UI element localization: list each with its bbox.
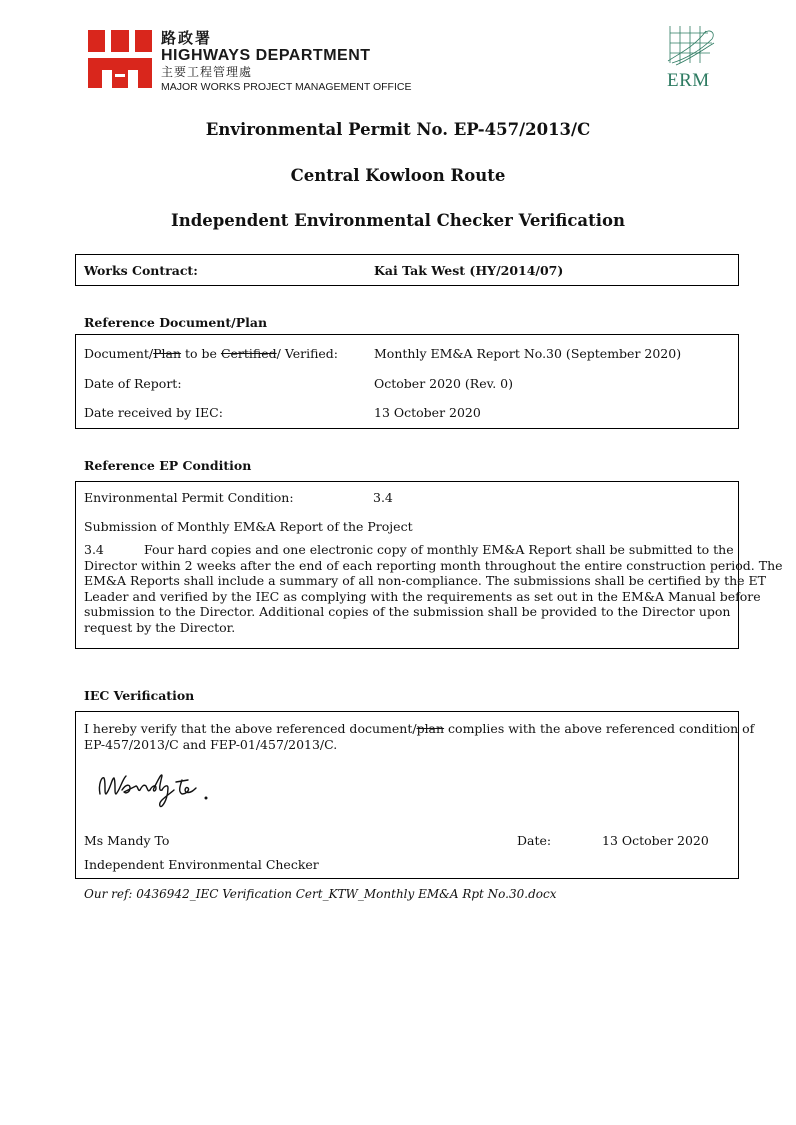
dept-english-name: HIGHWAYS DEPARTMENT xyxy=(161,47,371,64)
permit-title: Environmental Permit No. EP-457/2013/C xyxy=(205,120,591,139)
ep-condition-value: 3.4 xyxy=(373,490,393,505)
verification-statement: I hereby verify that the above referenced document/plan complies with the above referenced condition of EP-457/2013/C and FEP-01/457/2013/C. xyxy=(84,721,755,752)
plan-struck: plan xyxy=(416,721,445,736)
works-contract-label: Works Contract: xyxy=(84,263,198,278)
reference-ep-box xyxy=(75,481,783,649)
office-english-name: MAJOR WORKS PROJECT MANAGEMENT OFFICE xyxy=(161,81,412,93)
route-title: Central Kowloon Route xyxy=(290,166,506,185)
date-received-value: 13 October 2020 xyxy=(374,405,481,420)
works-contract-value: Kai Tak West (HY/2014/07) xyxy=(374,263,564,278)
ep-clause-text: 3.4 Four hard copies and one electronic copy of monthly EM&A Report shall be submitted to the Director within 2 weeks after the end of each reporting month throughout the entire construction period. The EM&A Reports shall include a summary of all non-compliance. The submissions shall be certified by the ET Leader and verified by the IEC as complying with the requirements as set out in the EM&A Manual before submission to the Director. Additional copies of the submission shall be provided to the Director upon request by the Director. xyxy=(84,542,783,635)
reference-document-box xyxy=(75,334,739,429)
ep-condition-subject: Submission of Monthly EM&A Report of the Project xyxy=(84,519,413,534)
date-of-report-value: October 2020 (Rev. 0) xyxy=(374,376,513,391)
highways-department-header xyxy=(161,30,411,94)
date-of-report-label: Date of Report: xyxy=(84,376,182,391)
iec-verification-heading: IEC Verification xyxy=(84,688,195,703)
ep-condition-label: Environmental Permit Condition: xyxy=(84,490,294,505)
checker-name: Ms Mandy To xyxy=(84,833,170,848)
date-received-label: Date received by IEC: xyxy=(84,405,223,420)
highways-department-logo xyxy=(88,30,152,88)
certified-struck: Certified xyxy=(220,346,277,361)
date-value: 13 October 2020 xyxy=(602,833,709,848)
reference-document-heading: Reference Document/Plan xyxy=(84,315,268,330)
our-reference: Our ref: 0436942_IEC Verification Cert_KTW_Monthly EM&A Rpt No.30.docx xyxy=(84,887,557,901)
clause-number: 3.4 xyxy=(84,542,104,557)
plan-struck: Plan xyxy=(153,346,182,361)
handwritten-signature xyxy=(92,764,222,814)
iec-verification-box xyxy=(75,711,755,879)
reference-ep-heading: Reference EP Condition xyxy=(84,458,252,473)
checker-role: Independent Environmental Checker xyxy=(84,857,319,872)
dept-chinese-name: 路政署 xyxy=(161,30,213,47)
works-contract-box xyxy=(75,254,739,286)
office-chinese-name: 主要工程管理處 xyxy=(161,65,253,79)
document-label: Document/Plan to be Certified/ Verified: xyxy=(84,346,339,361)
erm-logo-text: ERM xyxy=(667,70,710,91)
verification-title: Independent Environmental Checker Verification xyxy=(171,211,625,230)
date-label: Date: xyxy=(517,833,552,848)
document-value: Monthly EM&A Report No.30 (September 2020) xyxy=(374,346,682,361)
